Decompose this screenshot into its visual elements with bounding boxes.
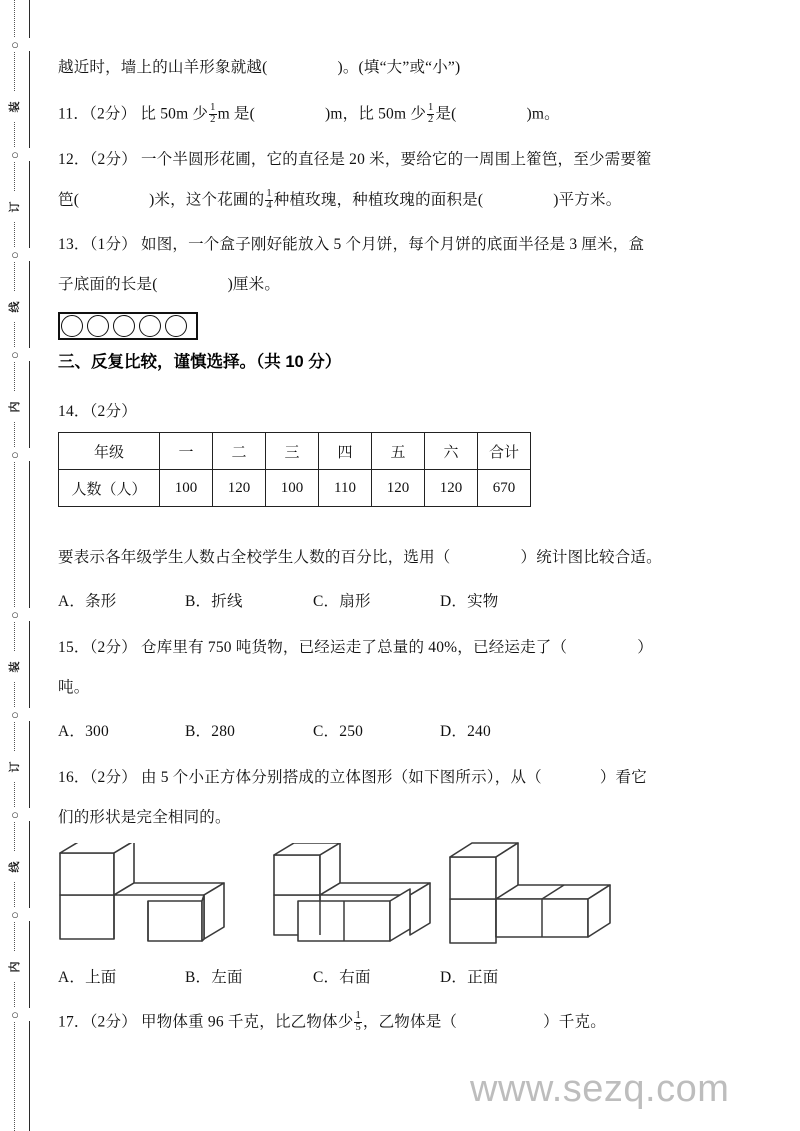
table-cell-count: 110 <box>319 470 372 507</box>
q13-number: 13． <box>58 236 90 253</box>
q14-prompt-b: ）统计图比较合适。 <box>520 549 662 566</box>
q17-seg2: ，乙物体是（ <box>362 1013 458 1031</box>
question-14-options <box>58 592 499 612</box>
table-row <box>59 470 531 507</box>
fraction-one-half: $\frac{1}{2}$ <box>428 102 434 125</box>
q14-option-d[interactable]: D．实物 <box>440 593 499 610</box>
q14-option-c[interactable]: C．扇形 <box>313 593 371 610</box>
question-10-tail <box>58 58 460 78</box>
q16-option-c[interactable]: C．右面 <box>313 969 371 986</box>
q15-points: （2分） <box>89 639 137 656</box>
table-header-grade-3: 三 <box>266 433 319 470</box>
q17-seg1: 甲物体重 96 千克，比乙物体少 <box>141 1013 354 1031</box>
binding-char-zhuang: 装 <box>6 652 24 682</box>
q16-option-b[interactable]: B．左面 <box>185 969 243 986</box>
fraction-one-half: $\frac{1}{2}$ <box>210 102 216 125</box>
binding-char-zhuang: 装 <box>6 92 24 122</box>
q17-points: （2分） <box>89 1013 137 1031</box>
binding-circle-mark: ○ <box>0 148 30 161</box>
table-cell-count: 120 <box>372 470 425 507</box>
solid-figure-3 <box>440 837 640 949</box>
table-header-total: 合计 <box>478 433 531 470</box>
q15-number: 15． <box>58 639 90 656</box>
binding-circle-mark: ○ <box>0 908 30 921</box>
solid-figure-1 <box>52 843 242 948</box>
binding-char-xian: 线 <box>6 292 24 322</box>
binding-circle-mark: ○ <box>0 248 30 261</box>
q11-seg5: )m。 <box>526 105 560 123</box>
q14-option-a[interactable]: A．条形 <box>58 593 117 610</box>
q16-number: 16． <box>58 769 90 786</box>
section-3-heading: 三、反复比较，谨慎选择。（共 10 分） <box>58 353 342 371</box>
q11-seg3: )m，比 50m 少 <box>325 105 427 123</box>
q13-line1: 如图，一个盒子刚好能放入 5 个月饼，每个月饼的底面半径是 3 厘米，盒 <box>141 236 645 253</box>
binding-char-nei: 内 <box>6 392 24 422</box>
table-header-grade-6: 六 <box>425 433 478 470</box>
q14-prompt-a: 要表示各年级学生人数占全校学生人数的百分比，选用（ <box>58 549 451 566</box>
grade-count-table <box>58 432 531 507</box>
q11-seg2: m 是( <box>217 105 255 123</box>
table-header-grade-4: 四 <box>319 433 372 470</box>
q16-option-a[interactable]: A．上面 <box>58 969 117 986</box>
question-16-options <box>58 968 499 988</box>
mooncake-circle <box>87 315 109 337</box>
mooncake-circle <box>113 315 135 337</box>
table-header-grade-5: 五 <box>372 433 425 470</box>
page-content <box>30 0 800 1131</box>
table-header-grade-1: 一 <box>160 433 213 470</box>
q14-points: （2分） <box>89 403 137 420</box>
question-17 <box>58 1012 606 1034</box>
mooncake-box-figure <box>58 312 198 340</box>
table-header-grade: 年级 <box>59 433 160 470</box>
q12-line2-d: )平方米。 <box>553 191 622 209</box>
table-row-header <box>59 433 531 470</box>
mooncake-circle <box>139 315 161 337</box>
binding-circle-mark: ○ <box>0 808 30 821</box>
q15-option-a[interactable]: A．300 <box>58 723 109 740</box>
fraction-one-fifth: $\frac{1}{5}$ <box>355 1010 361 1033</box>
table-header-count: 人数（人） <box>59 470 160 507</box>
q12-line2-c: 种植玫瑰，种植玫瑰的面积是( <box>273 191 484 209</box>
q10-text-a: 越近时，墙上的山羊形象就越( <box>58 59 268 76</box>
q15-option-d[interactable]: D．240 <box>440 723 491 740</box>
q12-line2-a: 笆( <box>58 191 80 209</box>
binding-circle-mark: ○ <box>0 1008 30 1021</box>
solid-figure-2 <box>270 843 465 948</box>
q12-line1: 一个半圆形花圃，它的直径是 20 米，要给它的一周围上篧笆，至少需要篧 <box>141 151 652 168</box>
q12-line2-b: )米，这个花圃的 <box>149 191 265 209</box>
table-cell-total: 670 <box>478 470 531 507</box>
q16-points: （2分） <box>89 769 137 786</box>
table-cell-count: 100 <box>266 470 319 507</box>
question-11 <box>58 104 560 126</box>
q14-option-b[interactable]: B．折线 <box>185 593 243 610</box>
binding-circle-mark: ○ <box>0 38 30 51</box>
mooncake-circle <box>61 315 83 337</box>
q16-option-d[interactable]: D．正面 <box>440 969 499 986</box>
q12-number: 12． <box>58 151 90 168</box>
q16-line1-a: 由 5 个小正方体分别搭成的立体图形（如下图所示），从（ <box>141 769 542 786</box>
binding-circle-mark: ○ <box>0 348 30 361</box>
q13-line2-b: )厘米。 <box>227 276 281 293</box>
question-15-options <box>58 722 491 742</box>
q17-number: 17． <box>58 1013 90 1031</box>
table-header-grade-2: 二 <box>213 433 266 470</box>
binding-char-nei: 内 <box>6 952 24 982</box>
q11-seg1: 比 50m 少 <box>140 105 209 123</box>
question-12-line-2 <box>58 190 621 212</box>
question-15-line-1 <box>58 638 653 658</box>
question-14-header <box>58 402 137 422</box>
table-cell-count: 120 <box>213 470 266 507</box>
q11-points: （2分） <box>89 105 137 123</box>
q15-line1-a: 仓库里有 750 吨货物，已经运走了总量的 40%，已经运走了（ <box>141 639 568 656</box>
question-13-line-1 <box>58 235 644 255</box>
table-cell-count: 100 <box>160 470 213 507</box>
binding-circle-mark: ○ <box>0 448 30 461</box>
question-13-line-2 <box>58 275 280 295</box>
fraction-one-quarter: $\frac{1}{4}$ <box>266 188 272 211</box>
q13-points: （1分） <box>89 236 137 253</box>
q14-number: 14． <box>58 403 90 420</box>
q15-option-c[interactable]: C．250 <box>313 723 364 740</box>
binding-circle-mark: ○ <box>0 608 30 621</box>
q17-seg3: ）千克。 <box>543 1013 606 1031</box>
q16-line1-b: ）看它 <box>599 769 647 786</box>
binding-circle-mark: ○ <box>0 708 30 721</box>
binding-char-ding: 订 <box>6 192 24 222</box>
q10-text-b: )。(填“大”或“小”) <box>337 59 461 76</box>
q12-points: （2分） <box>89 151 137 168</box>
question-12-line-1 <box>58 150 652 170</box>
question-15-line-2: 吨。 <box>58 679 90 696</box>
table-cell-count: 120 <box>425 470 478 507</box>
site-watermark: www.sezq.com <box>470 1068 730 1110</box>
binding-char-ding: 订 <box>6 752 24 782</box>
q15-line1-b: ） <box>637 639 653 656</box>
q11-seg4: 是( <box>435 105 457 123</box>
question-16-line-2: 们的形状是完全相同的。 <box>58 809 231 826</box>
binding-char-xian: 线 <box>6 852 24 882</box>
mooncake-circle <box>165 315 187 337</box>
question-14-prompt <box>58 548 662 568</box>
q15-option-b[interactable]: B．280 <box>185 723 236 740</box>
binding-margin <box>0 0 30 1131</box>
question-16-line-1 <box>58 768 647 788</box>
q13-line2-a: 子底面的长是( <box>58 276 158 293</box>
q11-number: 11． <box>58 105 90 123</box>
